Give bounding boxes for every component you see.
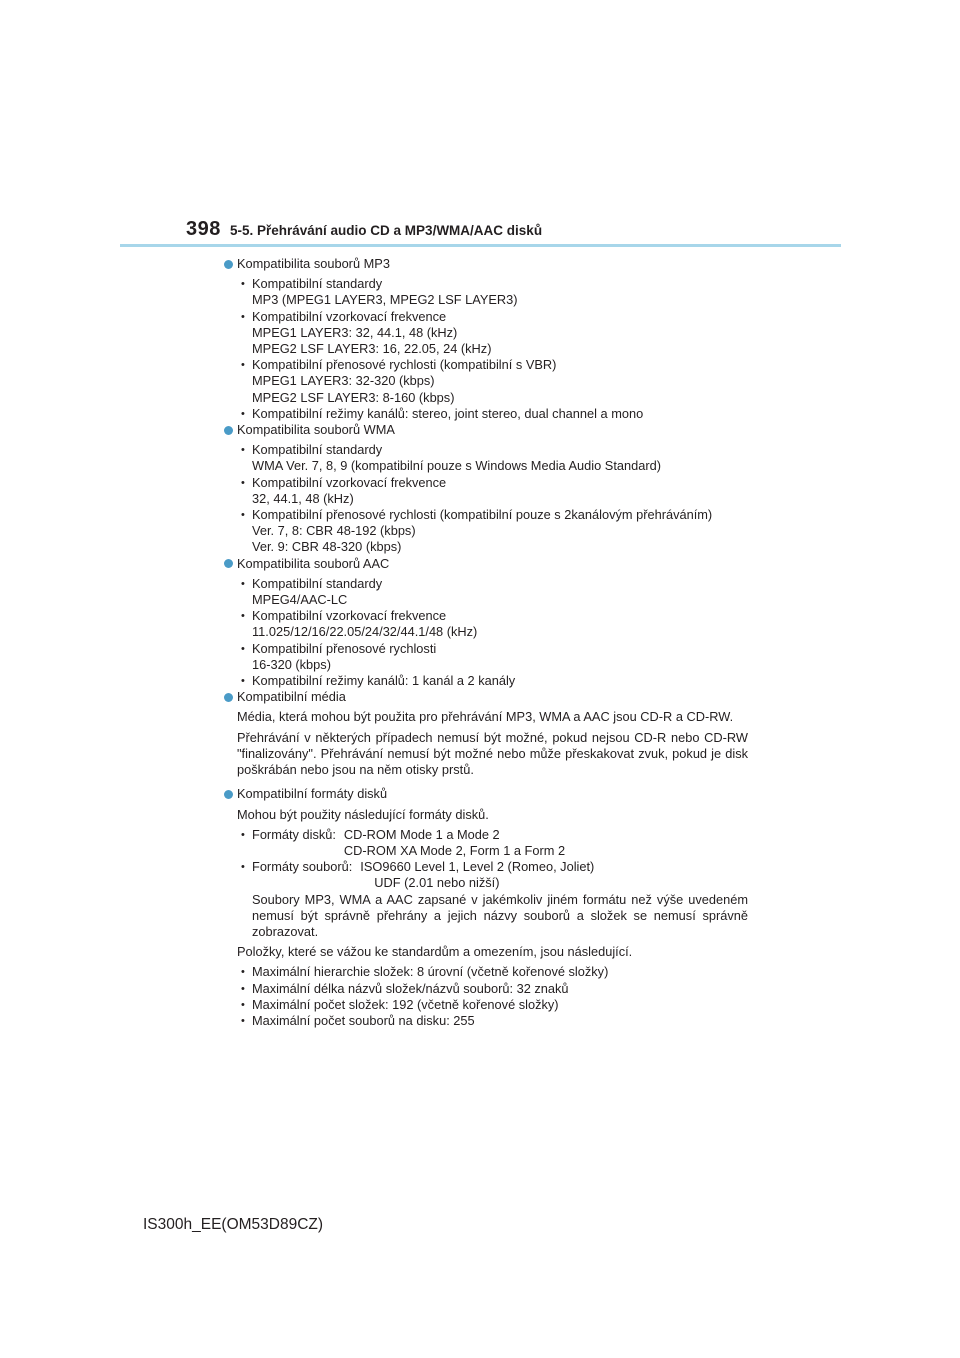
list-item: • Formáty souborů: ISO9660 Level 1, Level 2 (Romeo, Joliet) UDF (2.01 nebo nižší) Soubory MP3, WMA a AAC zapsané v jakémkoliv jiném formátu než výše uvedeném nemusí být správně přehrány a jejich názvy souborů a složek se nemusí správně zobrazovat.: [241, 859, 748, 939]
bullet-icon: •: [241, 444, 245, 457]
formats-intro: Mohou být použity následující formáty disků.: [237, 806, 489, 822]
bullet-icon: •: [241, 359, 245, 372]
list-item: • Maximální počet složek: 192 (včetně kořenové složky): [241, 996, 559, 1012]
bullet-icon: •: [241, 966, 245, 979]
bullet-icon: •: [241, 476, 245, 489]
list-item: • Kompatibilní vzorkovací frekvence 11.025/12/16/22.05/24/32/44.1/48 (kHz): [241, 608, 478, 640]
bullet-icon: •: [241, 278, 245, 291]
bullet-icon: •: [241, 861, 245, 874]
bullet-dot-icon: [224, 693, 233, 702]
list-item: • Kompatibilní režimy kanálů: 1 kanál a 2 kanály: [241, 673, 516, 689]
section-heading: Kompatibilita souborů MP3: [223, 256, 748, 272]
list-item: • Kompatibilní standardy WMA Ver. 7, 8, 9 (kompatibilní pouze s Windows Media Audio Standard): [241, 442, 661, 474]
bullet-icon: •: [241, 610, 245, 623]
bullet-dot-icon: [224, 260, 233, 269]
list-item: • Kompatibilní přenosové rychlosti (kompatibilní s VBR) MPEG1 LAYER3: 32-320 (kbps) MPEG2 LSF LAYER3: 8-160 (kbps): [241, 357, 557, 405]
list-item: • Kompatibilní standardy MP3 (MPEG1 LAYER3, MPEG2 LSF LAYER3): [241, 276, 518, 308]
bullet-icon: •: [241, 509, 245, 522]
formats-note: Soubory MP3, WMA a AAC zapsané v jakémkoliv jiném formátu než výše uvedeném nemusí být správně přehrány a jejich názvy souborů a složek se nemusí správně zobrazovat.: [252, 891, 748, 939]
section-formats: [223, 786, 748, 1029]
bullet-dot-icon: [224, 790, 233, 799]
section-heading: Kompatibilita souborů AAC: [223, 556, 748, 572]
list-item: • Kompatibilní vzorkovací frekvence MPEG1 LAYER3: 32, 44.1, 48 (kHz) MPEG2 LSF LAYER3: 16, 22.05, 24 (kHz): [241, 308, 492, 357]
section-title: 5-5. Přehrávání audio CD a MP3/WMA/AAC disků: [230, 223, 543, 238]
list-item: • Kompatibilní přenosové rychlosti (kompatibilní pouze s 2kanálovým přehráváním) Ver. 7, 8: CBR 48-192 (kbps) Ver. 9: CBR 48-320 (kbps): [241, 507, 713, 555]
list-item: • Formáty disků: CD-ROM Mode 1 a Mode 2 CD-ROM XA Mode 2, Form 1 a Form 2: [241, 826, 566, 858]
list-item: • Maximální hierarchie složek: 8 úrovní (včetně kořenové složky): [241, 964, 609, 980]
section-heading: Kompatibilní média: [223, 689, 748, 705]
page-header: [0, 0, 960, 250]
section-heading: Kompatibilní formáty disků: [223, 786, 748, 802]
bullet-icon: •: [241, 642, 245, 655]
bullet-icon: •: [241, 982, 245, 995]
bullet-icon: •: [241, 407, 245, 420]
section-aac: [223, 556, 748, 690]
section-mp3: [223, 256, 748, 422]
bullet-icon: •: [241, 828, 245, 841]
media-paragraph-1: Média, která mohou být použita pro přehrávání MP3, WMA a AAC jsou CD-R a CD-RW.: [237, 709, 734, 725]
list-item: • Kompatibilní vzorkovací frekvence 32, 44.1, 48 (kHz): [241, 474, 447, 506]
limits-intro: Položky, které se vážou ke standardům a omezením, jsou následující.: [237, 944, 633, 960]
media-paragraph-2: Přehrávání v některých případech nemusí být možné, pokud nejsou CD-R nebo CD-RW "finalizovány". Přehrávání nemusí být možné nebo může přeskakovat zvuk, pokud je disk poškrábán nebo jsou na něm otisky prstů.: [237, 729, 748, 778]
header-divider: [120, 244, 841, 247]
bullet-dot-icon: [224, 426, 233, 435]
list-item: • Kompatibilní režimy kanálů: stereo, joint stereo, dual channel a mono: [241, 405, 644, 421]
bullet-icon: •: [241, 675, 245, 688]
bullet-icon: •: [241, 1014, 245, 1027]
bullet-icon: •: [241, 577, 245, 590]
list-item: • Kompatibilní přenosové rychlosti 16-320 (kbps): [241, 640, 437, 672]
page-content: [223, 256, 748, 1029]
list-item: • Maximální počet souborů na disku: 255: [241, 1012, 475, 1028]
list-item: • Maximální délka názvů složek/názvů souborů: 32 znaků: [241, 980, 569, 996]
footer-code: IS300h_EE(OM53D89CZ): [143, 1216, 324, 1233]
bullet-icon: •: [241, 998, 245, 1011]
section-heading: Kompatibilita souborů WMA: [223, 422, 748, 438]
page-number: 398: [186, 218, 221, 240]
bullet-dot-icon: [224, 559, 233, 568]
section-media: [223, 689, 748, 778]
list-item: • Kompatibilní standardy MPEG4/AAC-LC: [241, 575, 383, 608]
section-wma: [223, 422, 748, 556]
bullet-icon: •: [241, 310, 245, 323]
